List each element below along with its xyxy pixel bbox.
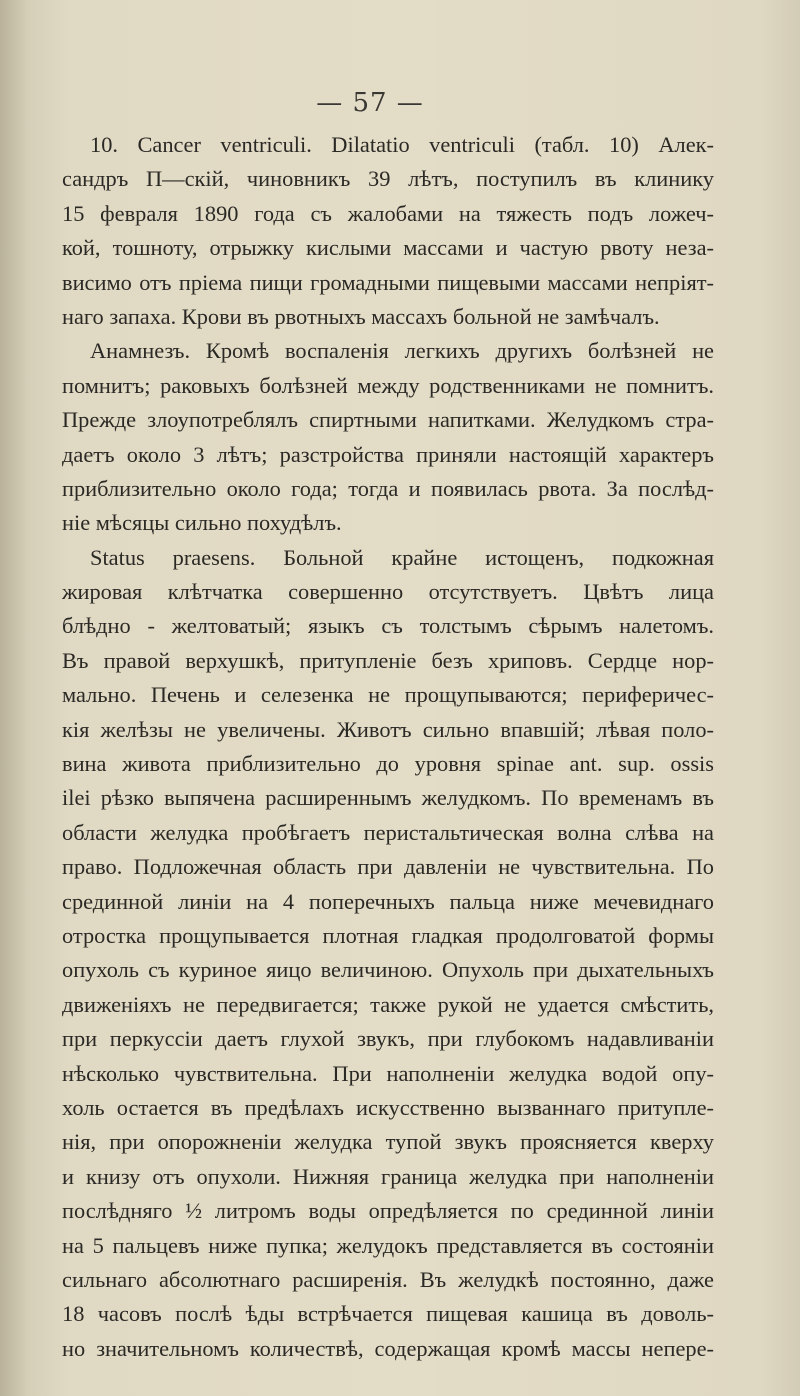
text-line: ilei рѣзко выпячена расширеннымъ желудкомъ. По временамъ въ: [62, 785, 714, 811]
text-line: холь остается въ предѣлахъ искусственно вызваннаго притупле-: [62, 1094, 714, 1120]
text-line: приблизительно около года; тогда и появилась рвота. За послѣд-: [62, 475, 714, 501]
text-line: нѣсколько чувствительна. При наполненіи желудка водой опу-: [62, 1060, 714, 1086]
text-line: срединной линіи на 4 поперечныхъ пальца ниже мечевиднаго: [62, 888, 714, 914]
text-line: даетъ около 3 лѣтъ; разстройства приняли настоящій характеръ: [62, 441, 714, 467]
text-line: и книзу отъ опухоли. Нижняя граница желудка при наполненіи: [62, 1163, 714, 1189]
text-line: сильнаго абсолютнаго расширенія. Въ желудкѣ постоянно, даже: [62, 1266, 714, 1292]
page-number: — 57 —: [316, 88, 424, 118]
text-line: помнитъ; раковыхъ болѣзней между родственниками не помнитъ.: [62, 372, 714, 398]
text-line: Въ правой верхушкѣ, притупленіе безъ хриповъ. Сердце нор-: [62, 647, 714, 673]
text-line: Прежде злоупотреблялъ спиртными напитками. Желудкомъ стра-: [62, 407, 714, 433]
text-line: Status praesens. Больной крайне истощенъ, подкожная: [90, 544, 714, 570]
text-line: жировая клѣтчатка совершенно отсутствуетъ. Цвѣтъ лица: [62, 579, 714, 605]
text-line: области желудка пробѣгаетъ перистальтическая волна слѣва на: [62, 819, 714, 845]
text-line: при перкуссіи даетъ глухой звукъ, при глубокомъ надавливаніи: [62, 1026, 714, 1052]
text-line: нія, при опорожненіи желудка тупой звукъ проясняется кверху: [62, 1129, 714, 1155]
text-line: 15 февраля 1890 года съ жалобами на тяжесть подъ ложеч-: [62, 200, 714, 226]
text-line: опухоль съ куриное яицо величиною. Опухоль при дыхательныхъ: [62, 957, 714, 983]
text-line: наго запаха. Крови въ рвотныхъ массахъ больной не замѣчалъ.: [62, 303, 660, 329]
text-line: мально. Печень и селезенка не прощупываются; периферичес-: [62, 682, 714, 708]
text-line: 18 часовъ послѣ ѣды встрѣчается пищевая кашица въ доволь-: [62, 1301, 714, 1327]
text-line: кія желѣзы не увеличены. Животъ сильно впавшій; лѣвая поло-: [62, 716, 714, 742]
text-line: кой, тошноту, отрыжку кислыми массами и частую рвоту неза-: [62, 235, 714, 261]
text-line: отростка прощупывается плотная гладкая продолговатой формы: [62, 922, 714, 948]
text-line: 10. Cancer ventriculi. Dilatatio ventriculi (табл. 10) Алек-: [90, 132, 714, 157]
text-line: ніе мѣсяцы сильно похудѣлъ.: [62, 510, 342, 536]
text-line: Анамнезъ. Кромѣ воспаленія легкихъ другихъ болѣзней не: [90, 338, 714, 364]
text-line: послѣдняго ½ литромъ воды опредѣляется по срединной линіи: [62, 1198, 714, 1224]
text-line: на 5 пальцевъ ниже пупка; желудокъ представляется въ состояніи: [62, 1232, 714, 1258]
body-text: [62, 128, 714, 1366]
text-line: движеніяхъ не передвигается; также рукой не удается смѣстить,: [62, 991, 714, 1017]
text-line: сандръ П—скій, чиновникъ 39 лѣтъ, поступилъ въ клинику: [62, 166, 714, 192]
text-line: право. Подложечная область при давленіи не чувствительна. По: [62, 854, 714, 880]
text-line: но значительномъ количествѣ, содержащая кромѣ массы непере-: [62, 1335, 714, 1361]
text-line: висимо отъ пріема пищи громадными пищевыми массами непріят-: [62, 269, 714, 295]
text-line: блѣдно - желтоватый; языкъ съ толстымъ сѣрымъ налетомъ.: [62, 613, 714, 639]
text-line: вина живота приблизительно до уровня spinae ant. sup. ossis: [62, 751, 714, 777]
